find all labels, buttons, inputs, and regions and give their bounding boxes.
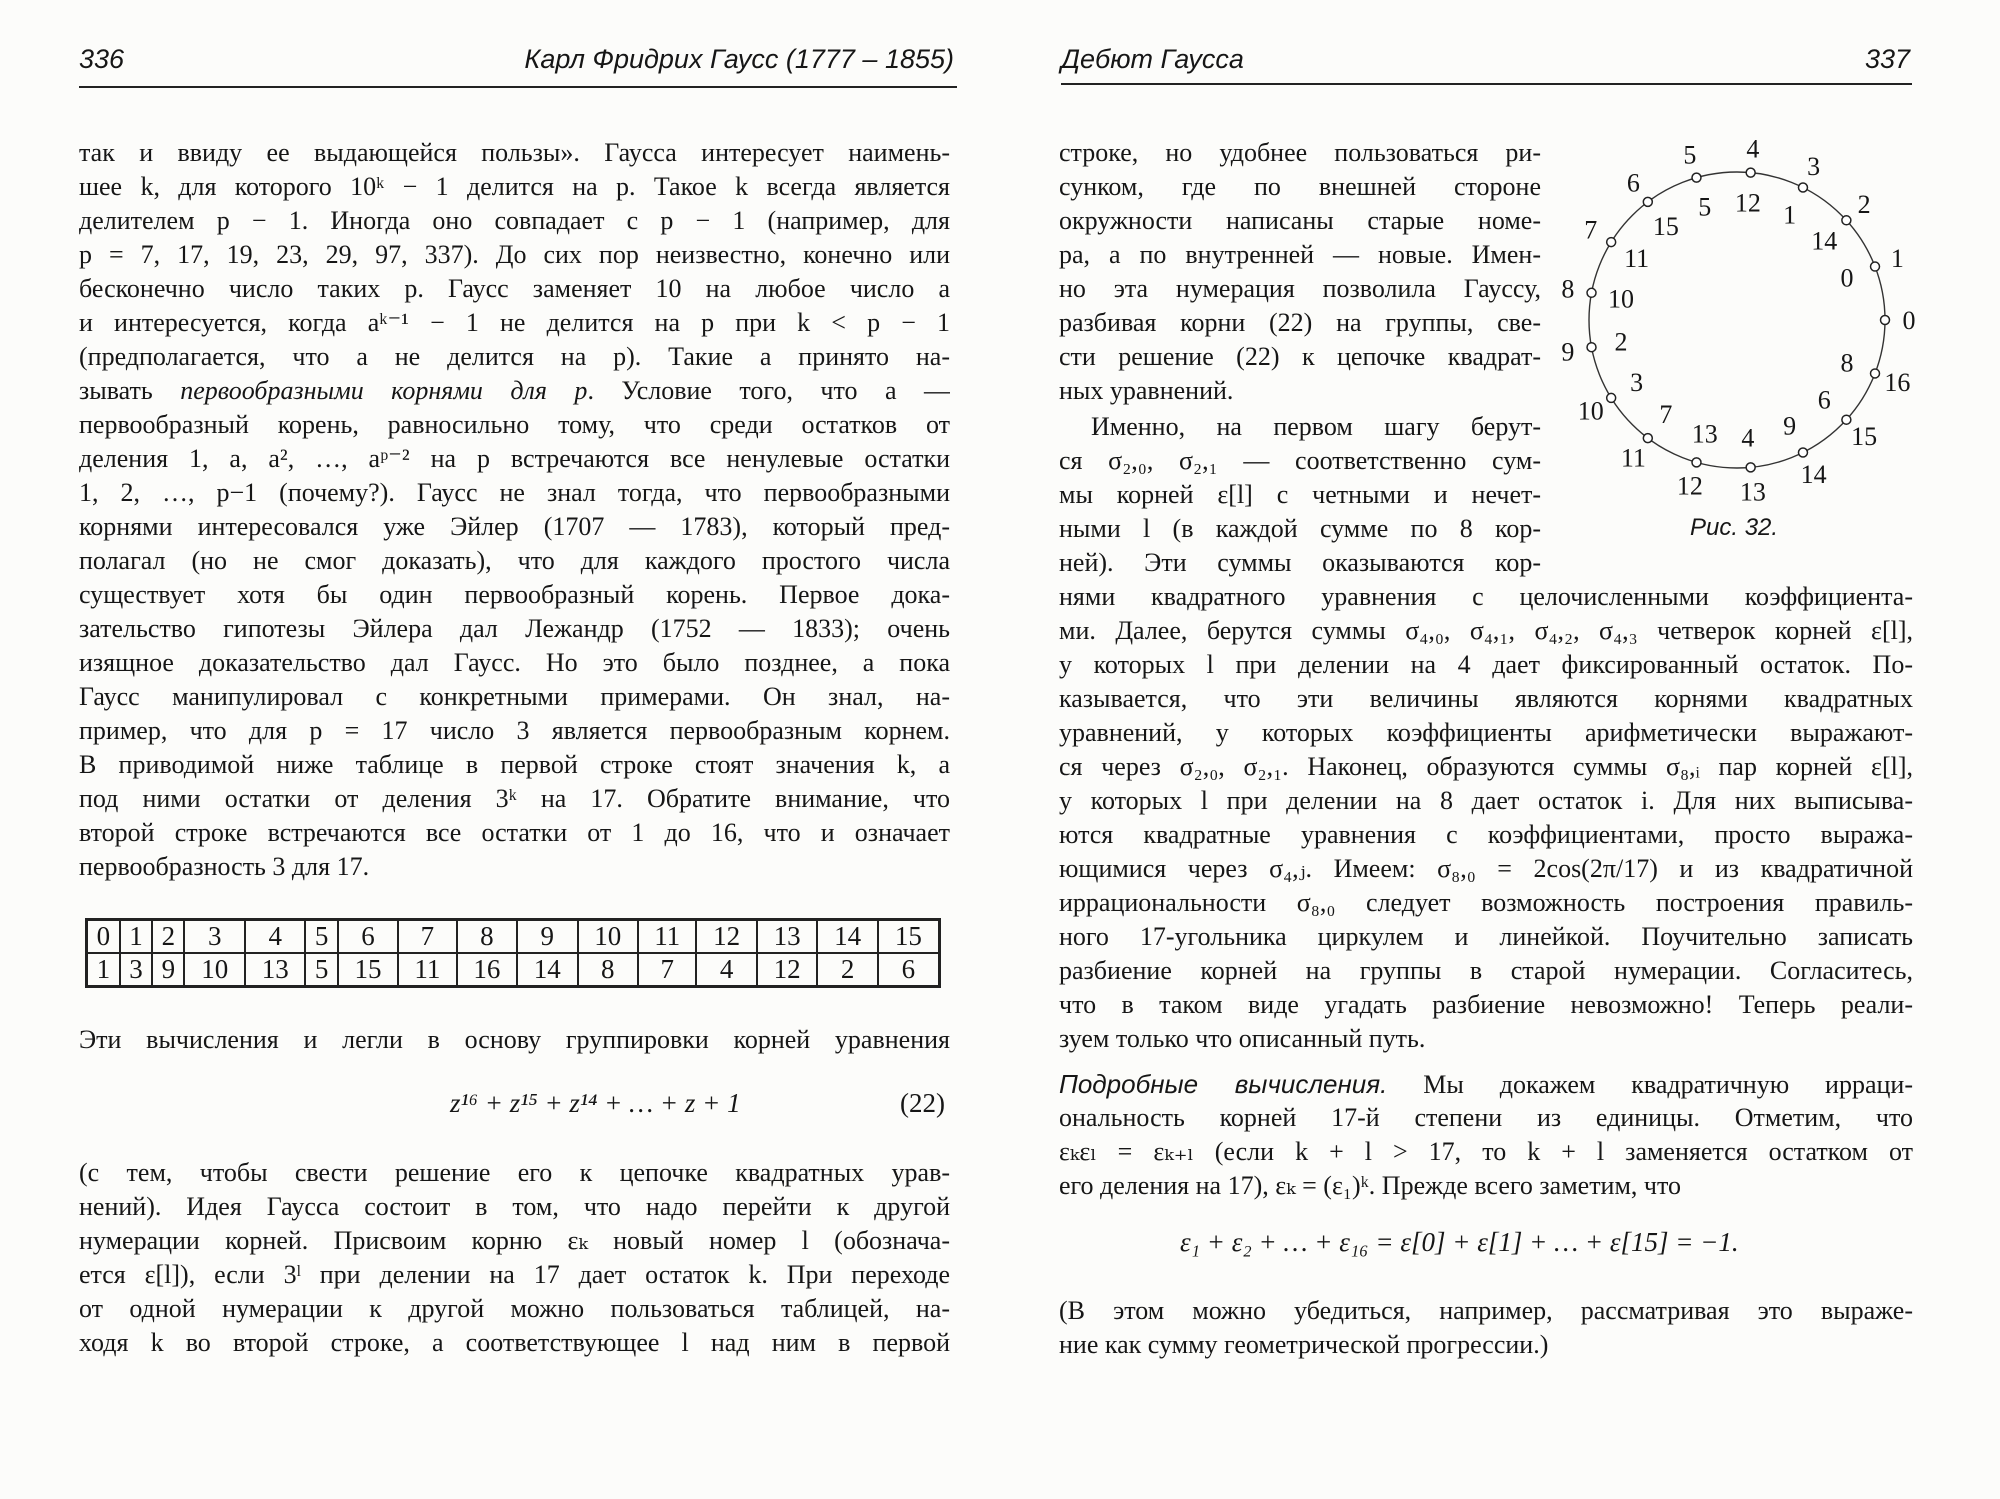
table-cell: 14 <box>817 920 877 954</box>
old-number-label: 10 <box>1577 396 1604 426</box>
root-point <box>1621 400 1673 472</box>
left-paragraph-2 <box>79 1023 950 1057</box>
text-line: ного 17-угольника циркулем и линейкой. Поучительно записать <box>1059 922 1913 951</box>
text-line: сти решение (22) к цепочке квадрат- <box>1059 342 1541 371</box>
text-line: бесконечно число таких p. Гаусс заменяет 10 на любое число a <box>79 274 950 303</box>
equation-sum-roots: ε₁ + ε₂ + … + ε₁₆ = ε[0] + ε[1] + … + ε[15] = −1. <box>1180 1227 1739 1257</box>
text-line: но эта нумерация позволила Гауссу, <box>1059 274 1541 303</box>
text-line: ра, а по внутренней — новые. Имен- <box>1059 240 1541 269</box>
text-line: у которых l при делении на 8 дает остаток i. Для них выписыва- <box>1059 786 1913 815</box>
new-number-label: 8 <box>1840 348 1854 378</box>
text-line: изящное доказательство дал Гаусс. Но это было позднее, а пока <box>79 648 950 677</box>
table-cell: 14 <box>517 953 577 987</box>
table-cell: 1 <box>120 920 152 954</box>
text-line: пример, что для p = 17 число 3 является первообразным корнем. <box>79 716 950 745</box>
text-line: p = 7, 17, 19, 23, 29, 97, 337). До сих пор неизвестно, конечно или <box>79 240 950 269</box>
header-rule-left <box>79 86 957 88</box>
text-line: (В этом можно убедиться, например, рассматривая это выраже- <box>1059 1296 1913 1325</box>
right-paragraph-1 <box>1059 136 1541 408</box>
text-line: ется ε[l]), если 3ˡ при делении на 17 дает остаток k. При переходе <box>79 1260 950 1289</box>
text-line: Гаусс манипулировал с конкретными примерами. Он знал, на- <box>79 682 950 711</box>
table-cell: 6 <box>338 920 398 954</box>
right-paragraph-3 <box>1059 1067 1913 1203</box>
new-number-label: 12 <box>1734 188 1761 218</box>
old-number-label: 3 <box>1807 152 1821 182</box>
table-cell: 13 <box>245 953 305 987</box>
text-line: ся σ₂,₀, σ₂,₁ — соответственно сум- <box>1059 446 1541 475</box>
root-point <box>1783 152 1820 229</box>
text-line: Именно, на первом шагу берут- <box>1091 412 1541 441</box>
point-marker <box>1871 262 1880 271</box>
text-line: что в таком виде угадать разбиение невозможно! Теперь реали- <box>1059 990 1913 1019</box>
text-line: сунком, где по внешней стороне <box>1059 172 1541 201</box>
root-point <box>1677 419 1718 500</box>
text-line: (предполагается, что a не делится на p). Такие a принято на- <box>79 342 950 371</box>
old-number-label: 9 <box>1561 337 1575 367</box>
text-line <box>79 374 950 408</box>
text-line: мы корней ε[l] с четными и нечет- <box>1059 480 1541 509</box>
figure-32-circle-diagram <box>1540 130 1940 510</box>
table-cell: 11 <box>638 920 696 954</box>
text-line: деления 1, a, a², …, aᵖ⁻² на p встречаются все ненулевые остатки <box>79 444 950 473</box>
text-line: корнями интересовался уже Эйлер (1707 — 1783), который пред- <box>79 512 950 541</box>
point-marker <box>1692 458 1701 467</box>
point-marker <box>1842 216 1851 225</box>
old-number-label: 2 <box>1857 190 1871 220</box>
text-line: и интересуется, когда aᵏ⁻¹ − 1 не делится на p при k < p − 1 <box>79 308 950 337</box>
page-number-left: 336 <box>79 44 125 74</box>
old-number-label: 13 <box>1739 477 1766 507</box>
old-number-label: 7 <box>1584 215 1598 245</box>
text-line: ми. Далее, берутся суммы σ₄,₀, σ₄,₁, σ₄,₂, σ₄,₃ четверок корней ε[l], <box>1059 616 1913 645</box>
table-row-remainder <box>87 953 940 987</box>
point-marker <box>1643 197 1652 206</box>
text-line: ных уравнений. <box>1059 376 1234 405</box>
root-point <box>1740 423 1766 506</box>
new-number-label: 9 <box>1783 411 1797 441</box>
text-segment: зывать <box>79 376 181 405</box>
old-number-label: 8 <box>1561 274 1575 304</box>
point-marker <box>1842 415 1851 424</box>
table-cell: 9 <box>152 953 184 987</box>
page-number-right: 337 <box>1864 44 1910 74</box>
point-marker <box>1798 183 1807 192</box>
text-line: ющимися через σ₄,ⱼ. Имеем: σ₈,₀ = 2cos(2π/17) и из квадратичной <box>1059 854 1913 883</box>
text-line: от одной нумерации к другой можно пользоваться таблицей, на- <box>79 1294 950 1323</box>
table-row-k <box>87 920 940 954</box>
new-number-label: 7 <box>1659 400 1673 430</box>
text-line: зуем только что описанный путь. <box>1059 1024 1426 1053</box>
root-point <box>1627 169 1679 241</box>
text-line: ются квадратные уравнения с коэффициентами, просто выража- <box>1059 820 1913 849</box>
text-line: Эти вычисления и легли в основу группировки корней уравнения <box>79 1025 950 1054</box>
text-line: полагал (но не смог доказать), что для каждого простого числа <box>79 546 950 575</box>
old-number-label: 15 <box>1851 421 1878 451</box>
text-line: ние как сумму геометрической прогрессии.) <box>1059 1330 1549 1359</box>
root-point <box>1584 215 1649 272</box>
text-line: строке, но удобнее пользоваться ри- <box>1059 138 1541 167</box>
text-line: его деления на 17), εₖ = (ε₁)ᵏ. Прежде всего заметим, что <box>1059 1171 1682 1200</box>
equation-number: (22) <box>900 1088 945 1118</box>
table-cell: 5 <box>305 920 337 954</box>
root-point <box>1561 274 1634 313</box>
text-line <box>1059 1067 1913 1101</box>
table-cell: 7 <box>398 920 456 954</box>
old-number-label: 4 <box>1746 134 1760 164</box>
new-number-label: 11 <box>1624 243 1650 273</box>
old-number-label: 1 <box>1890 243 1904 273</box>
text-line: нумерации корней. Присвоим корню εₖ новый номер l (обознача- <box>79 1226 950 1255</box>
text-line: окружности написаны старые номе- <box>1059 206 1541 235</box>
root-point <box>1881 306 1916 335</box>
text-segment: . Условие того, что a — <box>587 376 950 405</box>
new-number-label: 5 <box>1698 192 1712 222</box>
table-cell: 4 <box>696 953 756 987</box>
right-paragraph-2a <box>1059 410 1541 580</box>
text-line: зательство гипотезы Эйлера дал Лежандр (1752 — 1833); очень <box>79 614 950 643</box>
point-marker <box>1607 238 1616 247</box>
new-number-label: 3 <box>1630 368 1644 398</box>
root-point <box>1818 385 1877 450</box>
text-line: существует хотя бы один первообразный корень. Первое дока- <box>79 580 950 609</box>
text-line: второй строке встречаются все остатки от 1 до 16, что и означает <box>79 818 950 847</box>
old-number-label: 5 <box>1683 140 1697 170</box>
text-line: у которых l при делении на 4 дает фиксированный остаток. По- <box>1059 650 1913 679</box>
text-line: нений). Идея Гаусса состоит в том, что надо перейти к другой <box>79 1192 950 1221</box>
point-marker <box>1607 393 1616 402</box>
text-line: так и ввиду ее выдающейся пользы». Гаусса интересует наимень- <box>79 138 950 167</box>
new-number-label: 10 <box>1608 284 1635 314</box>
table-cell: 9 <box>517 920 577 954</box>
emphasized-text: первообразными корнями для p <box>180 376 588 405</box>
right-paragraph-4 <box>1059 1294 1913 1362</box>
new-number-label: 1 <box>1783 200 1797 230</box>
text-segment: Мы докажем квадратичную ирраци- <box>1387 1070 1913 1099</box>
right-paragraph-2b <box>1059 580 1913 1056</box>
point-marker <box>1643 434 1652 443</box>
new-number-label: 14 <box>1811 226 1838 256</box>
table-cell: 11 <box>398 953 456 987</box>
text-line: (с тем, чтобы свести решение его к цепочке квадратных урав- <box>79 1158 950 1187</box>
text-line: В приводимой ниже таблице в первой строке стоят значения k, а <box>79 750 950 779</box>
table-cell: 15 <box>878 920 940 954</box>
root-point <box>1811 190 1870 255</box>
table-cell: 13 <box>757 920 817 954</box>
text-line: ональность корней 17-й степени из единицы. Отметим, что <box>1059 1103 1913 1132</box>
text-line: казывается, что эти величины являются корнями квадратных <box>1059 684 1913 713</box>
table-cell: 8 <box>578 953 638 987</box>
table-cell: 3 <box>120 953 152 987</box>
point-marker <box>1798 448 1807 457</box>
text-line: под ними остатки от деления 3ᵏ на 17. Обратите внимание, что <box>79 784 950 813</box>
text-line: разбивая корни (22) на группы, све- <box>1059 308 1541 337</box>
equation-22: z¹⁶ + z¹⁵ + z¹⁴ + … + z + 1 <box>450 1088 741 1118</box>
table-cell: 8 <box>457 920 517 954</box>
point-marker <box>1746 463 1755 472</box>
root-point <box>1735 135 1761 218</box>
text-line: ными l (в каждой сумме по 8 кор- <box>1059 514 1541 543</box>
text-line: разбиение корней на группы в старой нумерации. Согласитесь, <box>1059 956 1913 985</box>
new-number-label: 2 <box>1614 327 1628 357</box>
point-marker <box>1881 316 1890 325</box>
running-title-left: Карл Фридрих Гаусс (1777 – 1855) <box>524 44 954 74</box>
text-line: εₖεₗ = εₖ₊ₗ (если k + l > 17, то k + l заменяется остатком от <box>1059 1137 1913 1166</box>
new-number-label: 0 <box>1840 263 1854 293</box>
root-point <box>1783 412 1827 489</box>
powers-of-three-table <box>85 918 941 988</box>
new-number-label: 6 <box>1817 385 1831 415</box>
table-cell: 10 <box>578 920 638 954</box>
table-cell: 4 <box>245 920 305 954</box>
text-line: 1, 2, …, p−1 (почему?). Гаусс не знал тогда, что первообразными <box>79 478 950 507</box>
old-number-label: 12 <box>1676 471 1703 501</box>
text-line: шее k, для которого 10ᵏ − 1 делится на p. Такое k всегда является <box>79 172 950 201</box>
table-cell: 16 <box>457 953 517 987</box>
point-marker <box>1692 173 1701 182</box>
root-point <box>1841 349 1911 398</box>
table-cell: 0 <box>87 920 120 954</box>
old-number-label: 14 <box>1800 459 1827 489</box>
table-cell: 3 <box>184 920 244 954</box>
text-line: первообразный корень, равносильно тому, что среди остатков от <box>79 410 950 439</box>
table-cell: 12 <box>757 953 817 987</box>
point-marker <box>1587 288 1596 297</box>
table-cell: 6 <box>878 953 940 987</box>
text-line: делителем p − 1. Иногда оно совпадает с p − 1 (например, для <box>79 206 950 235</box>
emphasized-text: Подробные вычисления. <box>1059 1069 1388 1099</box>
table-cell: 2 <box>817 953 877 987</box>
header-rule-right <box>1061 83 1912 85</box>
table-cell: 7 <box>638 953 696 987</box>
text-line: ходя k во второй строке, а соответствующее l над ним в первой <box>79 1328 950 1357</box>
new-number-label: 15 <box>1652 211 1679 241</box>
text-line: первообразность 3 для 17. <box>79 852 370 881</box>
table-cell: 10 <box>184 953 244 987</box>
new-number-label: 13 <box>1691 419 1718 449</box>
table-cell: 2 <box>152 920 184 954</box>
old-number-label: 16 <box>1884 368 1911 398</box>
text-line: иррациональности σ₈,₀ следует возможность построения правиль- <box>1059 888 1913 917</box>
left-paragraph-1 <box>79 136 950 884</box>
old-number-label: 0 <box>1902 306 1916 335</box>
table-cell: 1 <box>87 953 120 987</box>
figure-caption: Рис. 32. <box>1690 514 1779 541</box>
point-marker <box>1746 168 1755 177</box>
old-number-label: 11 <box>1620 443 1646 473</box>
running-title-right: Дебют Гаусса <box>1061 44 1244 74</box>
root-point <box>1578 368 1643 425</box>
root-point <box>1841 244 1904 293</box>
text-line: нями квадратного уравнения с целочисленными коэффициента- <box>1059 582 1913 611</box>
new-number-label: 4 <box>1741 423 1755 453</box>
table-cell: 5 <box>305 953 337 987</box>
table-cell: 15 <box>338 953 398 987</box>
text-line: ся через σ₂,₀, σ₂,₁. Наконец, образуются суммы σ₈,ᵢ пар корней ε[l], <box>1059 752 1913 781</box>
point-marker <box>1871 369 1880 378</box>
text-line: уравнений, у которых коэффициенты арифметически выражают- <box>1059 718 1913 747</box>
point-marker <box>1587 343 1596 352</box>
table-cell: 12 <box>696 920 756 954</box>
text-line: ней). Эти суммы оказываются кор- <box>1059 548 1541 577</box>
old-number-label: 6 <box>1626 168 1640 198</box>
left-paragraph-3 <box>79 1156 950 1360</box>
